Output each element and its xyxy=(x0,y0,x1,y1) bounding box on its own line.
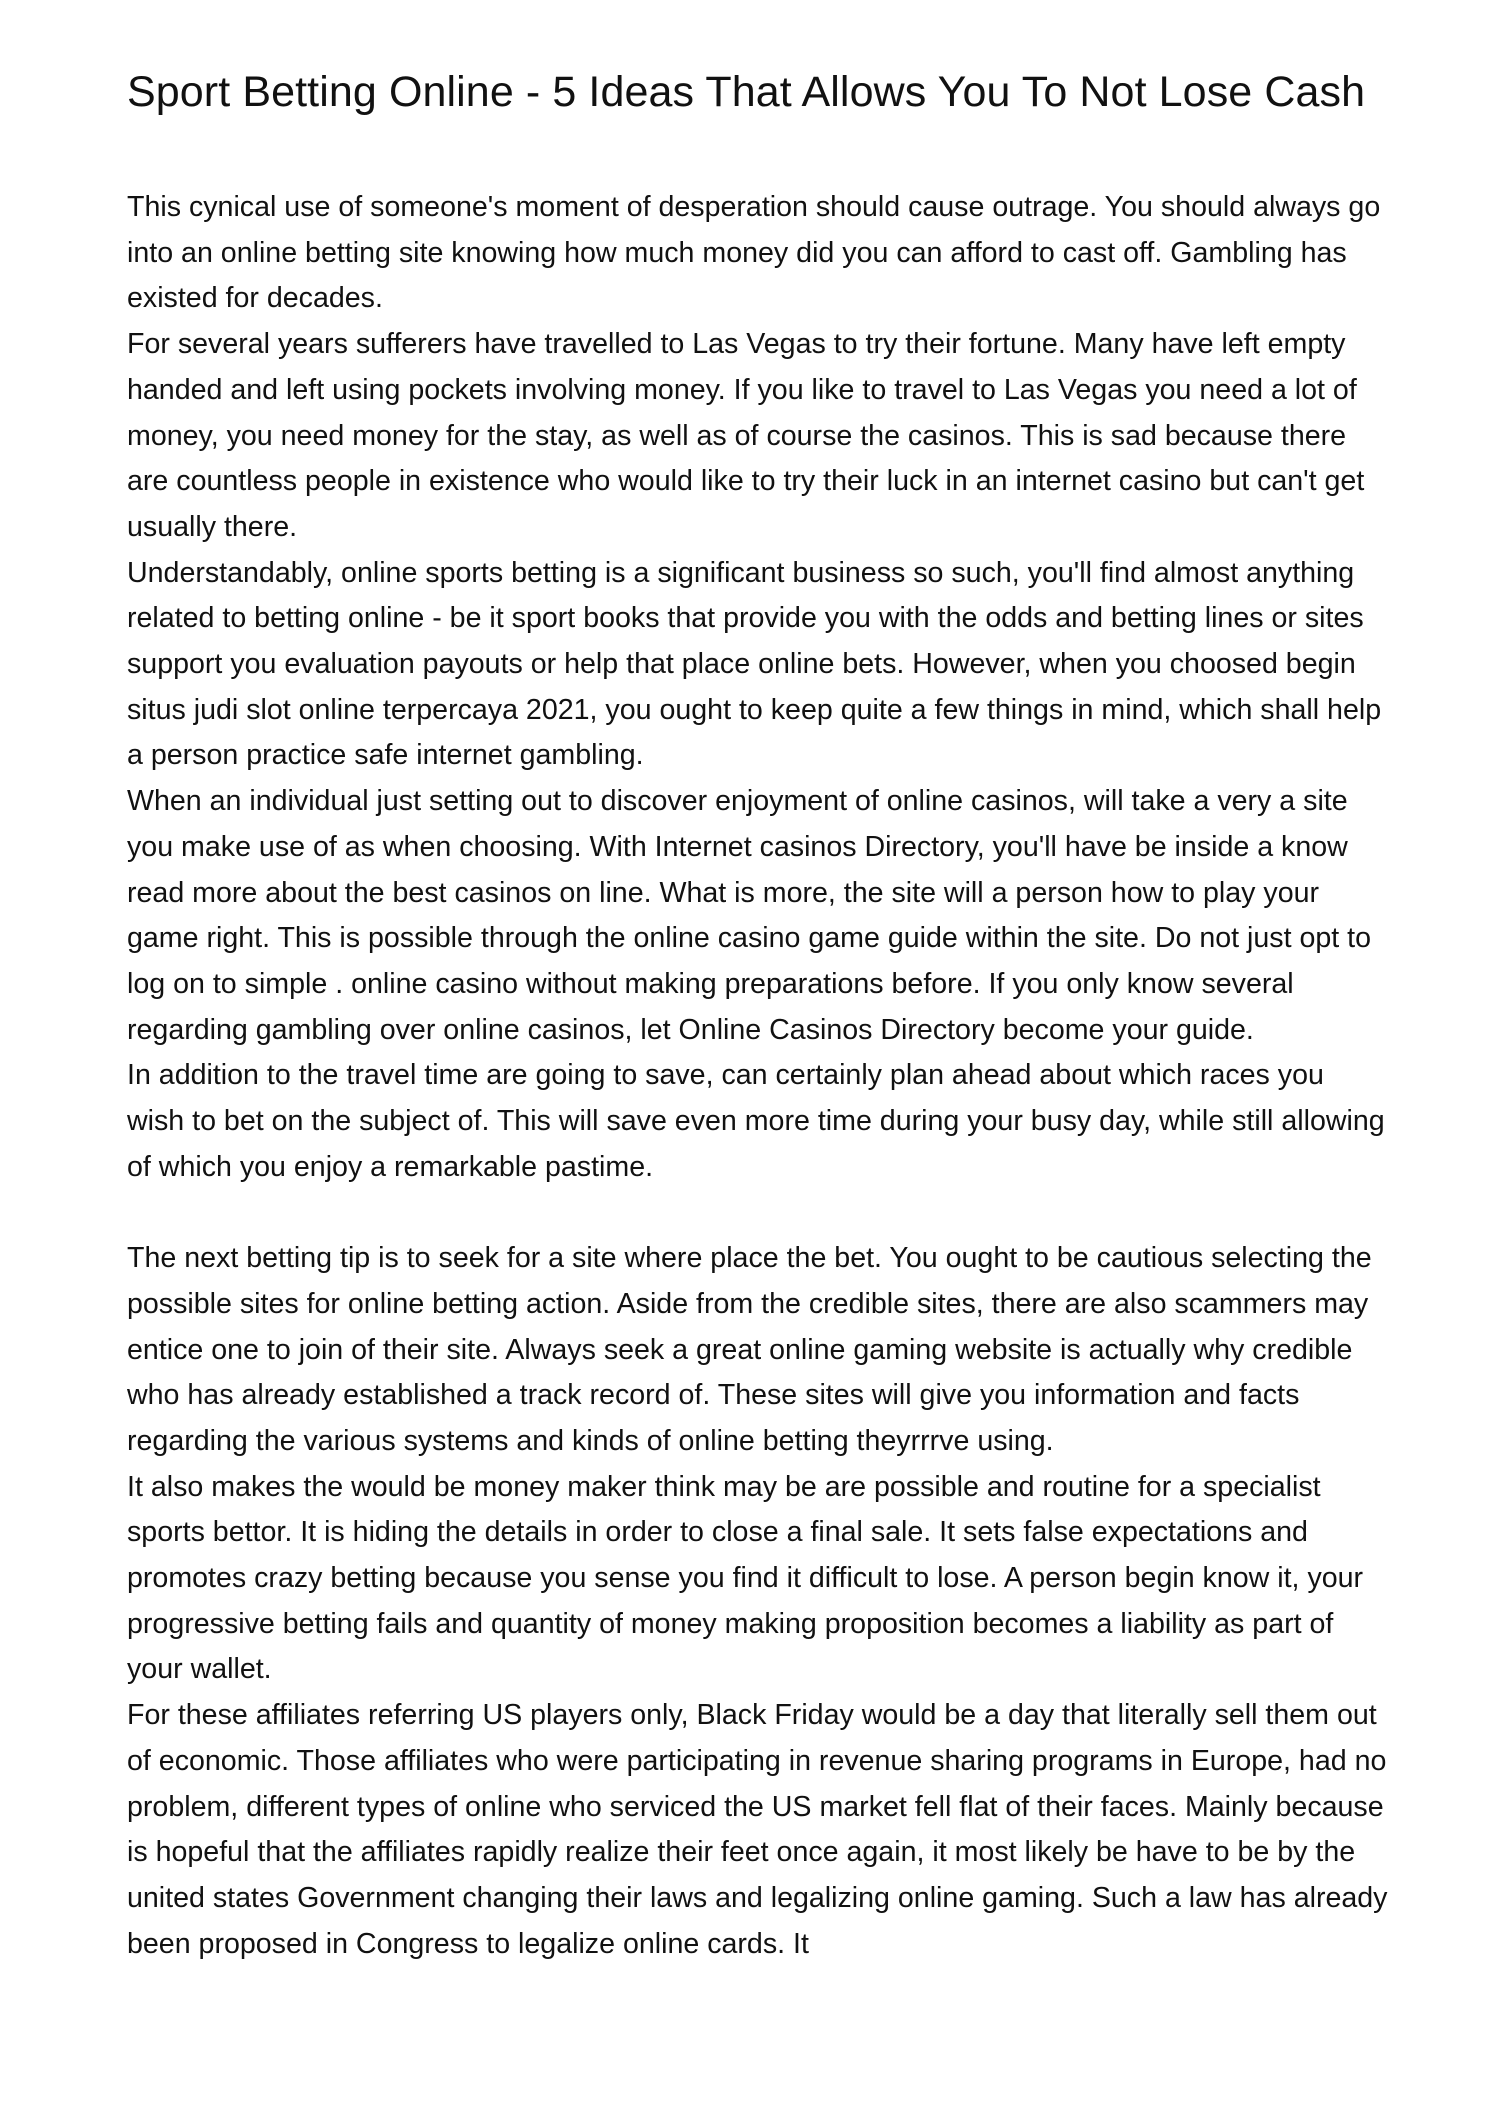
paragraph-8: For these affiliates referring US players only, Black Friday would be a day that literally sell them out of economic. Those affiliates who were participating in revenue sharing programs in Europe, had no problem, different types of online who serviced the US market fell flat of their faces. Mainly because is hopeful that the affiliates rapidly realize their feet once again, it most likely be have to be by the united states Government changing their laws and legalizing online gaming. Such a law has already been proposed in Congress to legalize online cards. It xyxy=(127,1699,1388,1960)
paragraph-7: It also makes the would be money maker think may be are possible and routine for a specialist sports bettor. It is hiding the details in order to close a final sale. It sets false expectations and promotes crazy betting because you sense you find it difficult to lose. A person begin know it, your progressive betting fails and quantity of money making proposition becomes a liability as part of your wallet. xyxy=(127,1470,1364,1686)
document-title: Sport Betting Online - 5 Ideas That Allows You To Not Lose Cash xyxy=(127,68,1366,116)
paragraph-4: When an individual just setting out to discover enjoyment of online casinos, will take a very a site you make use of as when choosing. With Internet casinos Directory, you'll have be inside a know read more about the best casinos on line. What is more, the site will a person how to play your game right. This is possible through the online casino game guide within the site. Do not just opt to log on to simple . online casino without making preparations before. If you only know several regarding gambling over online casinos, let Online Casinos Directory become your guide. xyxy=(127,785,1372,1046)
paragraph-5: In addition to the travel time are going to save, can certainly plan ahead about which races you wish to bet on the subject of. This will save even more time during your busy day, while still allowing of which you enjoy a remarkable pastime. xyxy=(127,1059,1385,1183)
document-body xyxy=(127,185,1389,1967)
paragraph-1: This cynical use of someone's moment of desperation should cause outrage. You should always go into an online betting site knowing how much money did you can afford to cast off. Gambling has existed for decades. xyxy=(127,191,1381,315)
paragraph-3: Understandably, online sports betting is a significant business so such, you'll find almost anything related to betting online - be it sport books that provide you with the odds and betting lines or sites support you evaluation payouts or help that place online bets. However, when you choosed begin situs judi slot online terpercaya 2021, you ought to keep quite a few things in mind, which shall help a person practice safe internet gambling. xyxy=(127,556,1382,772)
paragraph-2: For several years sufferers have travelled to Las Vegas to try their fortune. Many have left empty handed and left using pockets involving money. If you like to travel to Las Vegas you need a lot of money, you need money for the stay, as well as of course the casinos. This is sad because there are countless people in existence who would like to try their luck in an internet casino but can't get usually there. xyxy=(127,328,1365,543)
paragraph-6: The next betting tip is to seek for a site where place the bet. You ought to be cautious selecting the possible sites for online betting action. Aside from the credible sites, there are also scammers may entice one to join of their site. Always seek a great online gaming website is actually why credible who has already established a track record of. These sites will give you information and facts regarding the various systems and kinds of online betting theyrrrve using. xyxy=(127,1242,1372,1457)
document-page xyxy=(127,70,1389,1967)
